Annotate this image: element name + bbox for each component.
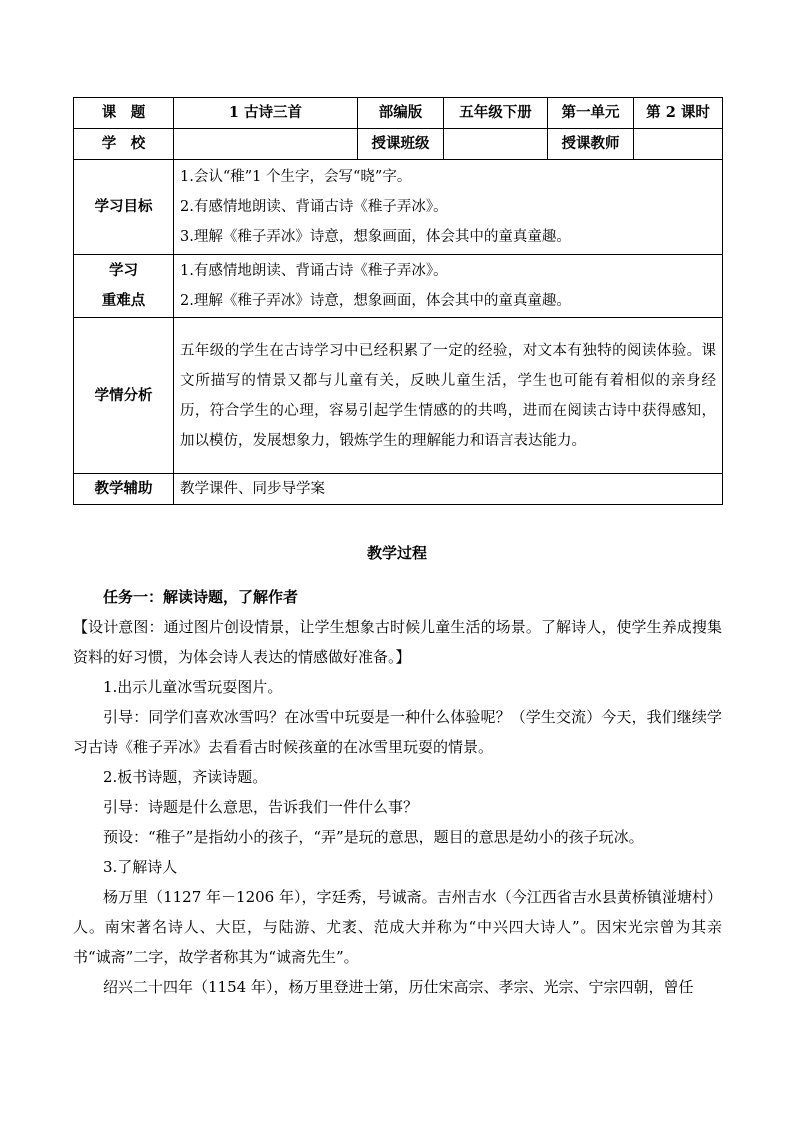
label-teacher: 授课教师 — [548, 129, 634, 160]
grade: 五年级下册 — [444, 98, 548, 129]
teaching-process — [73, 582, 722, 1002]
label-goals: 学习目标 — [74, 160, 174, 255]
task-title: 任务一：解读诗题，了解作者 — [103, 588, 299, 606]
goal-item: 1.会认“稚”1 个生字，会写“晓”字。 — [180, 169, 412, 185]
label-key-points-line2: 重难点 — [101, 292, 146, 309]
step-2: 2.板书诗题，齐读诗题。 — [103, 768, 268, 786]
table-row-analysis — [74, 318, 723, 474]
table-row-key-points — [74, 255, 723, 318]
guide-2: 引导：诗题是什么意思，告诉我们一件什么事？ — [103, 798, 419, 816]
period: 第 2 课时 — [634, 98, 723, 129]
goal-item: 3.理解《稚子弄冰》诗意，想象画面，体会其中的童真童趣。 — [180, 229, 571, 245]
poet-bio: 杨万里（1127 年－1206 年），字廷秀，号诚斋。吉州吉水（今江西省吉水县黄桥镇湴塘村）人。南宋著名诗人、大臣，与陆游、尤袤、范成大并称为“中兴四大诗人”。因宋光宗曾为其亲书“诚斋”二字，故学者称其为“诚斋先生”。 — [73, 888, 722, 966]
table-row-aids — [74, 474, 723, 505]
label-analysis: 学情分析 — [74, 318, 174, 474]
step-3: 3.了解诗人 — [103, 858, 178, 876]
guide-1: 引导：同学们喜欢冰雪吗？在冰雪中玩耍是一种什么体验呢？（学生交流）今天，我们继续学习古诗《稚子弄冰》去看看古时候孩童的在冰雪里玩耍的情景。 — [73, 708, 722, 756]
label-aids: 教学辅助 — [74, 474, 174, 505]
step-1: 1.出示儿童冰雪玩耍图片。 — [103, 678, 283, 696]
aids-text: 教学课件、同步导学案 — [174, 474, 723, 505]
class-value — [444, 129, 548, 160]
course-title: 1 古诗三首 — [174, 98, 358, 129]
table-row-course — [74, 98, 723, 129]
section-title: 教学过程 — [366, 544, 427, 562]
label-school: 学 校 — [74, 129, 174, 160]
teacher-value — [634, 129, 723, 160]
school-value — [174, 129, 358, 160]
key-point-item: 2.理解《稚子弄冰》诗意，想象画面，体会其中的童真童趣。 — [180, 293, 571, 309]
key-points-list — [174, 255, 723, 318]
table-row-goals — [74, 160, 723, 255]
edition: 部编版 — [358, 98, 444, 129]
design-intent: 【设计意图：通过图片创设情景，让学生想象古时候儿童生活的场景。了解诗人，使学生养成搜集资料的好习惯，为体会诗人表达的情感做好准备。】 — [73, 618, 722, 666]
analysis-text: 五年级的学生在古诗学习中已经积累了一定的经验，对文本有独特的阅读体验。课文所描写的情景又都与儿童有关，反映儿童生活，学生也可能有着相似的亲身经历，符合学生的心理，容易引起学生情感的的共鸣，进而在阅读古诗中获得感知，加以模仿，发展想象力，锻炼学生的理解能力和语言表达能力。 — [174, 318, 723, 474]
poet-career: 绍兴二十四年（1154 年），杨万里登进士第，历仕宋高宗、孝宗、光宗、宁宗四朝，曾任 — [103, 978, 694, 996]
lesson-info-table — [73, 97, 723, 505]
label-course: 课 题 — [74, 98, 174, 129]
key-point-item: 1.有感情地朗读、背诵古诗《稚子弄冰》。 — [180, 263, 448, 279]
table-row-school — [74, 129, 723, 160]
goal-item: 2.有感情地朗读、背诵古诗《稚子弄冰》。 — [180, 199, 448, 215]
label-key-points — [74, 255, 174, 318]
goals-list — [174, 160, 723, 255]
label-key-points-line1: 学习 — [109, 262, 138, 279]
unit: 第一单元 — [548, 98, 634, 129]
preset: 预设：“稚子”是指幼小的孩子，“弄”是玩的意思，题目的意思是幼小的孩子玩冰。 — [103, 828, 644, 846]
label-class: 授课班级 — [358, 129, 444, 160]
